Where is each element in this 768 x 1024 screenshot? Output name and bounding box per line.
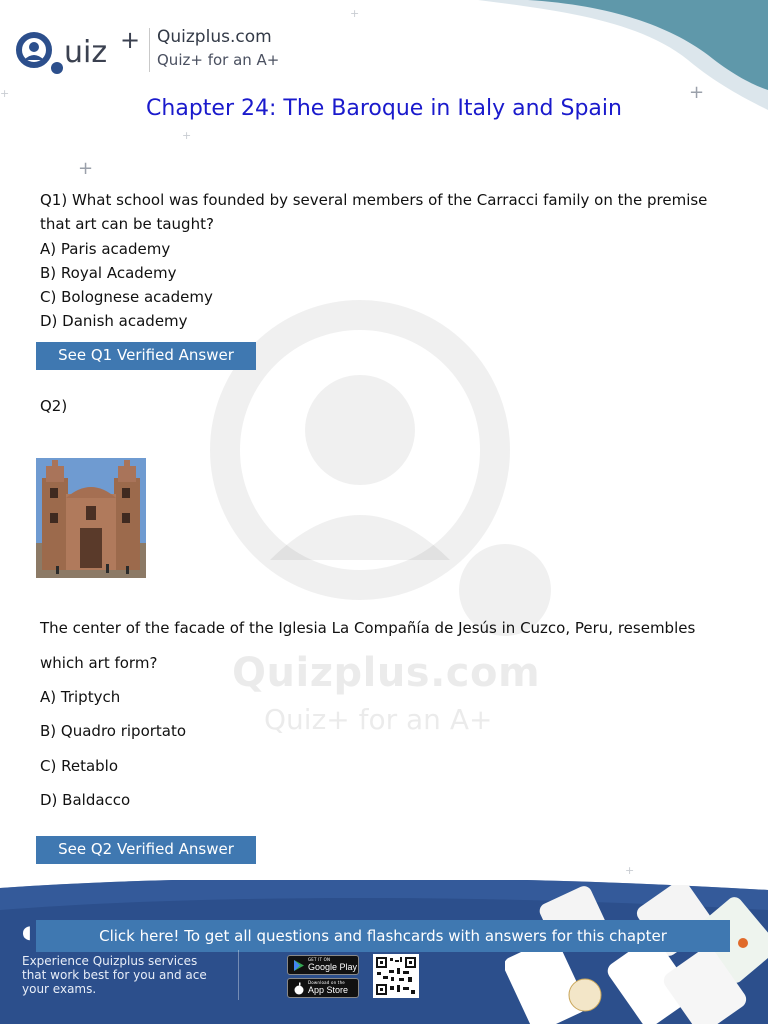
question-2-label: Q2) [40,397,68,415]
brand-divider [149,28,150,72]
brand-name[interactable]: Quizplus.com [157,27,272,47]
footer-banner [0,880,768,1024]
question-1-option-a: A) Paris academy [40,240,171,258]
footer-q-logo-icon: ◖ [22,922,32,943]
question-1-option-c: C) Bolognese academy [40,288,213,306]
svg-text:+: + [120,26,141,54]
q2-verified-answer-button[interactable]: See Q2 Verified Answer [36,836,256,864]
quizplus-logo[interactable] [14,24,149,80]
app-store-button[interactable] [287,978,359,998]
question-1-line-2: that art can be taught? [40,215,214,233]
chapter-title: Chapter 24: The Baroque in Italy and Spain [146,96,622,121]
get-all-questions-button[interactable]: Click here! To get all questions and flashcards with answers for this chapter [36,920,730,952]
app-store-small-label: Download on the [308,980,345,985]
google-play-button[interactable] [287,955,359,975]
q1-verified-answer-button[interactable]: See Q1 Verified Answer [36,342,256,370]
footer-divider [238,950,239,1000]
question-1-option-d: D) Danish academy [40,312,188,330]
google-play-icon [293,959,305,972]
qr-code-icon[interactable] [373,954,419,998]
question-2-line-2: which art form? [40,654,158,672]
watermark-tagline: Quiz+ for an A+ [264,703,493,736]
question-2-option-b: B) Quadro riportato [40,722,187,740]
plus-decoration-icon: + [689,82,705,103]
plus-decoration-icon: + [78,158,94,179]
footer-blurb [22,954,232,996]
question-2-option-c: C) Retablo [40,757,119,775]
footer-blurb-line-3: your exams. [22,982,97,996]
question-1-line-1: Q1) What school was founded by several members of the Carracci family on the premise [40,191,708,209]
watermark-brand: Quizplus.com [232,650,541,696]
app-phones-illustration [505,885,768,1024]
footer-blurb-line-1: Experience Quizplus services [22,954,198,968]
question-1-option-b: B) Royal Academy [40,264,177,282]
google-play-label: Google Play [308,962,358,972]
brand-tagline: Quiz+ for an A+ [157,51,280,69]
svg-text:uiz: uiz [64,35,108,70]
church-facade-image [36,458,146,578]
question-2-option-d: D) Baldacco [40,791,131,809]
plus-decoration-icon: + [182,129,192,142]
footer-blurb-line-2: that work best for you and ace [22,968,207,982]
plus-decoration-icon: + [0,87,10,100]
plus-decoration-icon: + [625,864,635,877]
apple-icon [293,982,305,995]
plus-decoration-icon: + [350,7,360,20]
app-store-label: App Store [308,985,349,995]
google-play-small-label: GET IT ON [308,957,331,962]
question-2-option-a: A) Triptych [40,688,121,706]
question-2-line-1: The center of the facade of the Iglesia La Compañía de Jesús in Cuzco, Peru, resembles [40,619,696,637]
watermark-logo [205,300,565,640]
